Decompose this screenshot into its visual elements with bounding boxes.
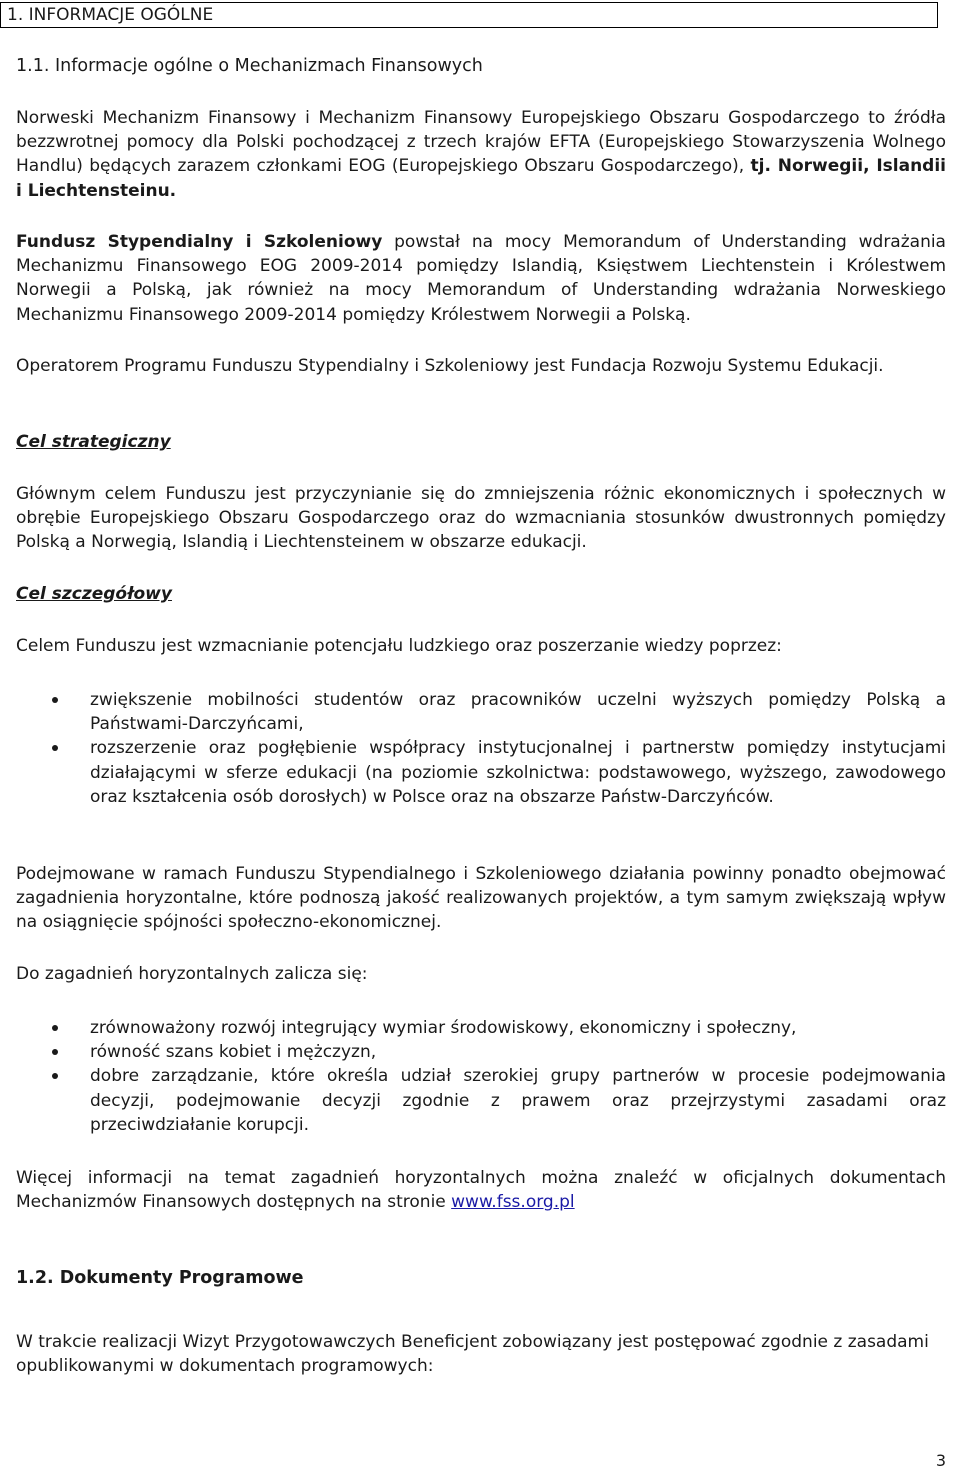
section-heading-1-2: 1.2. Dokumenty Programowe [16, 1268, 304, 1288]
heading-cel-strategiczny: Cel strategiczny [16, 432, 171, 452]
section-heading-1-1: 1.1. Informacje ogólne o Mechanizmach Finansowych [16, 56, 483, 76]
paragraph-specific-goal: Celem Funduszu jest wzmacnianie potencjału ludzkiego oraz poszerzanie wiedzy poprzez: [16, 636, 782, 656]
list-item [16, 1040, 946, 1064]
paragraph-mechanisms-text: Norweski Mechanizm Finansowy i Mechanizm Finansowy Europejskiego Obszaru Gospodarczego to źródła bezzwrotnej pomocy dla Polski pochodzącej z trzech krajów EFTA (Europejskiego Stowarzyszenia Wolnego Handlu) będących zarazem członkami EOG (Europejskiego Obszaru Gospodarczego), [16, 108, 946, 177]
horizontal-issues-list [16, 1016, 946, 1137]
bullet-icon [52, 1049, 58, 1055]
list-item-text: równość szans kobiet i mężczyzn, [90, 1042, 377, 1063]
list-item-text: dobre zarządzanie, które określa udział szerokiej grupy partnerów w procesie podejmowania decyzji, podejmowanie decyzji zgodnie z prawem oraz przejrzystymi zasadami oraz przeciwdziałanie korupcji. [90, 1066, 946, 1135]
goals-list [16, 688, 946, 809]
paragraph-strategic-goal: Głównym celem Funduszu jest przyczynianie się do zmniejszenia różnic ekonomicznych i społecznych w obrębie Europejskiego Obszaru Gospodarczego oraz do wzmacniania stosunków dwustronnych pomiędzy Polską a Norwegią, Islandią i Liechtensteinem w obszarze edukacji. [16, 484, 946, 553]
page-number: 3 [935, 1451, 946, 1470]
list-item [16, 1064, 946, 1137]
bullet-icon [52, 1025, 58, 1031]
chapter-title: 1. INFORMACJE OGÓLNE [0, 2, 938, 28]
paragraph-fund-origin-text: powstał na mocy Memorandum of Understanding wdrażania Mechanizmu Finansowego EOG 2009-2014 pomiędzy Islandią, Księstwem Liechtenstein i Królestwem Norwegii a Polską, jak również na mocy Memorandum of Understanding wdrażania Norweskiego Mechanizmu Finansowego 2009-2014 pomiędzy Królestwem Norwegii a Polską. [16, 232, 946, 325]
paragraph-more-info [16, 1166, 946, 1214]
paragraph-mechanisms [16, 106, 946, 203]
paragraph-mechanisms-countries: tj. Norwegii, Islandii i Liechtensteinu. [16, 156, 947, 201]
heading-cel-szczegolowy: Cel szczegółowy [16, 584, 172, 604]
fund-name: Fundusz Stypendialny i Szkoleniowy [16, 232, 383, 252]
paragraph-horizontal-intro: Do zagadnień horyzontalnych zalicza się: [16, 964, 368, 984]
bullet-icon [52, 697, 58, 703]
list-item [16, 688, 946, 736]
list-item-text: zrównoważony rozwój integrujący wymiar środowiskowy, ekonomiczny i społeczny, [90, 1018, 797, 1038]
list-item-text: zwiększenie mobilności studentów oraz pracowników uczelni wyższych pomiędzy Polską a Państwami-Darczyńcami, [90, 690, 946, 735]
paragraph-operator: Operatorem Programu Funduszu Stypendialny i Szkoleniowy jest Fundacja Rozwoju Systemu Edukacji. [16, 356, 884, 376]
list-item-text: rozszerzenie oraz pogłębienie współpracy instytucjonalnej i partnerstw pomiędzy instytucjami działającymi w sferze edukacji (na poziomie szkolnictwa: podstawowego, wyższego, zawodowego oraz kształcenia osób dorosłych) w Polsce oraz na obszarze Państw-Darczyńców. [90, 738, 946, 807]
paragraph-more-info-text: Więcej informacji na temat zagadnień horyzontalnych można znaleźć w oficjalnych dokumentach Mechanizmów Finansowych dostępnych na stronie [16, 1168, 946, 1213]
paragraph-horizontal-issues: Podejmowane w ramach Funduszu Stypendialnego i Szkoleniowego działania powinny ponadto obejmować zagadnienia horyzontalne, które podnoszą jakość realizowanych projektów, a tym samym zwiększają wpływ na osiągnięcie spójności społeczno-ekonomicznej. [16, 864, 946, 933]
list-item [16, 1016, 946, 1040]
paragraph-fund-origin [16, 230, 946, 327]
fss-website-link[interactable]: www.fss.org.pl [451, 1192, 575, 1213]
paragraph-programme-documents: W trakcie realizacji Wizyt Przygotowawczych Beneficjent zobowiązany jest postępować zgodnie z zasadami opublikowanymi w dokumentach programowych: [16, 1332, 929, 1377]
bullet-icon [52, 1073, 58, 1079]
list-item [16, 736, 946, 809]
bullet-icon [52, 745, 58, 751]
